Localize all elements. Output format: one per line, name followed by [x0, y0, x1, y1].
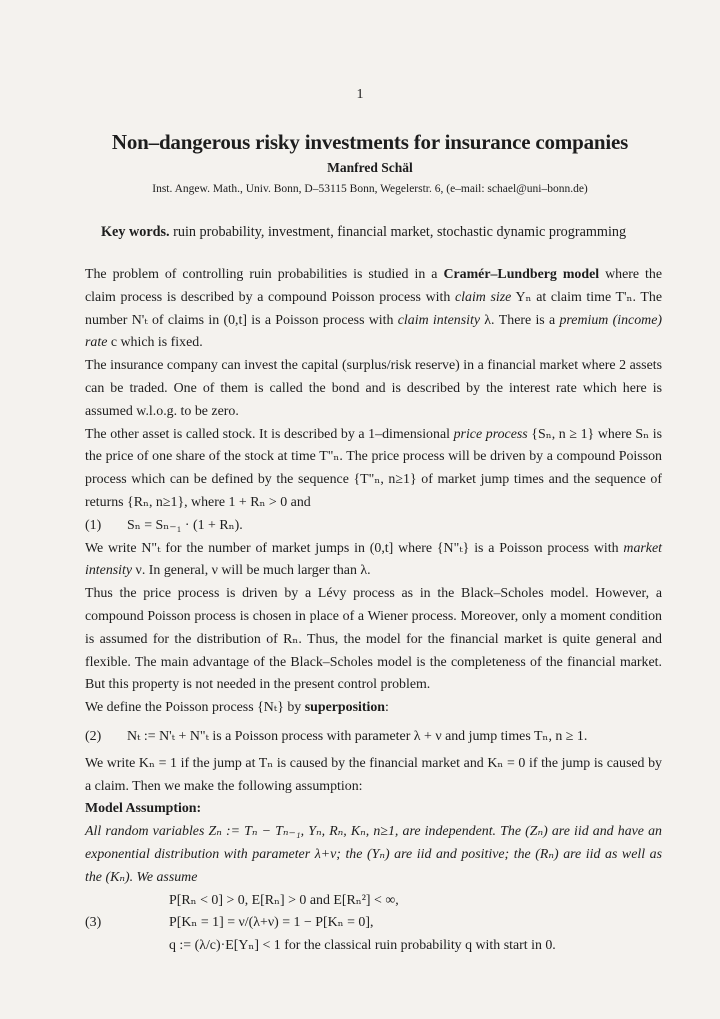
paragraph-levy: Thus the price process is driven by a Lévy process as in the Black–Scholes model. However, a compound Poisson process is chosen in place of a Wiener process. Moreover, only a moment condition is assumed for the distribution of Rₙ. Thus, the model for the financial market is quite general and flexible. The main advantage of the Black–Scholes model is the completeness of the financial market. But this property is not needed in the present control problem. [85, 586, 662, 693]
page-number: 1 [356, 87, 364, 102]
keywords-line [101, 224, 661, 241]
keywords-text: ruin probability, investment, financial market, stochastic dynamic programming [169, 224, 627, 240]
model-assumption-text: All random variables Zₙ := Tₙ − Tₙ₋₁, Yₙ, Rₙ, Kₙ, n≥1, are independent. The (Zₙ) are iid and have an exponential distribution with parameter λ+ν; the (Yₙ) are iid and positive; the (Rₙ) are iid as well as the (Kₙ). We assume [85, 824, 662, 885]
equation-2 [85, 726, 662, 749]
paragraph-financial-market: The insurance company can invest the capital (surplus/risk reserve) in a financial market where 2 assets can be traded. One of them is called the bond and is described by the interest rate which here is assumed w.l.o.g. to be zero. [85, 358, 662, 419]
equation-formula: Sₙ = Sₙ₋₁ · (1 + Rₙ). [127, 517, 243, 533]
superposition-term: superposition [304, 700, 386, 716]
equation-formula: Nₜ := N'ₜ + N"ₜ is a Poisson process with parameter λ + ν and jump times Tₙ, n ≥ 1. [127, 728, 588, 744]
claim-size-term: claim size [454, 289, 512, 305]
keywords-label: Key words. [101, 224, 170, 240]
paragraph-model-intro: The problem of controlling ruin probabilities is studied in a Cramér–Lundberg model where the claim process is described by a compound Poisson process with claim size Yₙ at claim time T'ₙ. The number N'ₜ of claims in (0,t] is a Poisson process with claim intensity λ. There is a premium (income) rate c which is fixed. [85, 267, 663, 351]
market-intensity-term: market intensity [85, 540, 662, 579]
equation-3 [85, 890, 662, 958]
paragraph-k-definition: We write Kₙ = 1 if the jump at Tₙ is caused by the financial market and Kₙ = 0 if the jump is caused by a claim. Then we make the following assumption: [85, 755, 662, 794]
author-affiliation: Inst. Angew. Math., Univ. Bonn, D–53115 Bonn, Wegelerstr. 6, (e–mail: schael@uni–bonn.de) [152, 183, 588, 195]
price-process-term: price process [453, 426, 528, 442]
paragraph-stock: The other asset is called stock. It is described by a 1–dimensional price process {Sₙ, n ≥ 1} where Sₙ is the price of one share of the stock at time T"ₙ. The price process will be driven by a compound Poisson process which can be defined by the sequence {T"ₙ, n≥1} of market jump times and the sequence of returns {Rₙ, n≥1}, where 1 + Rₙ > 0 and [85, 426, 662, 510]
equation-3-line-3: q := (λ/c)·E[Yₙ] < 1 for the classical ruin probability q with start in 0. [169, 938, 556, 954]
claim-intensity-term: claim intensity [397, 312, 480, 328]
paper-title: Non–dangerous risky investments for insurance companies [111, 130, 629, 154]
equation-number: (2) [85, 728, 102, 744]
equation-3-lines [169, 890, 662, 958]
paragraph-superposition: We define the Poisson process {Nₜ} by superposition: [85, 700, 389, 716]
equation-3-line-2: P[Kₙ = 1] = ν/(λ+ν) = 1 − P[Kₙ = 0], [169, 915, 374, 931]
cramer-lundberg-term: Cramér–Lundberg model [443, 267, 600, 282]
equation-3-line-1: P[Rₙ < 0] > 0, E[Rₙ] > 0 and E[Rₙ²] < ∞, [169, 892, 399, 908]
author-name: Manfred Schäl [327, 160, 413, 175]
equation-number: (1) [85, 517, 102, 533]
equation-1 [85, 515, 662, 538]
model-assumption-heading: Model Assumption: [85, 801, 202, 817]
equation-number: (3) [85, 915, 102, 931]
premium-rate-term: premium (income) rate [85, 312, 662, 351]
paper-body [85, 264, 662, 958]
paragraph-market-jumps: We write N"ₜ for the number of market jumps in (0,t] where {N"ₜ} is a Poisson process with market intensity ν. In general, ν will be much larger than λ. [85, 540, 662, 579]
